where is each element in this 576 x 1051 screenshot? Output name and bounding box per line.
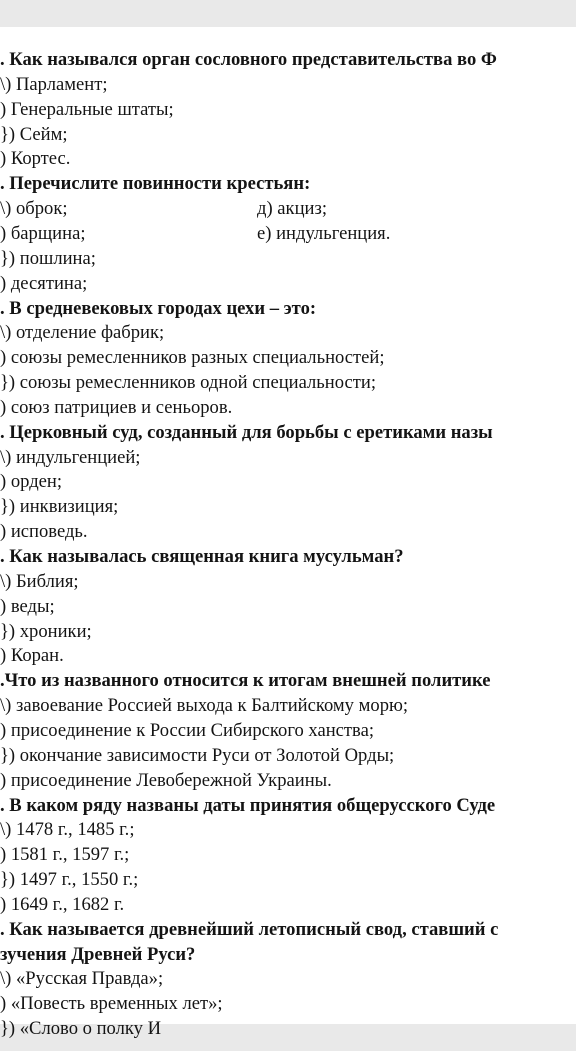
answer-option-text: }) 1497 г., 1550 г.;	[0, 869, 139, 891]
question-title-text: . В средневековых городах цехи – это:	[0, 297, 317, 319]
answer-option	[0, 843, 129, 867]
document-page	[0, 27, 576, 1040]
answer-option	[0, 321, 164, 345]
answer-option	[0, 868, 138, 892]
answer-option-text: \) Парламент;	[0, 73, 108, 95]
answer-option-text: }) пошлина;	[0, 247, 96, 269]
answer-option	[0, 620, 92, 644]
answer-option	[0, 818, 135, 842]
question-title-cont	[0, 943, 195, 967]
answer-option	[0, 992, 223, 1016]
answer-option-text: }) союзы ремесленников одной специальности;	[0, 372, 376, 394]
answer-option-text: }) «Слово о полку И	[0, 1018, 162, 1040]
answer-option	[0, 570, 79, 594]
answer-option	[0, 247, 96, 271]
question-title-text: . Как называлась священная книга мусульман?	[0, 546, 404, 567]
question-title	[0, 669, 491, 693]
answer-option	[0, 396, 232, 420]
answer-option-text: \) «Русская Правда»;	[0, 968, 164, 990]
answer-option-text: \) отделение фабрик;	[0, 322, 165, 344]
answer-option-text: ) Кортес.	[0, 148, 71, 170]
answer-option	[0, 470, 62, 494]
answer-option-text: \) 1478 г., 1485 г.;	[0, 819, 135, 841]
answer-option-text: }) инквизиция;	[0, 496, 119, 518]
question-title-cont-text: зучения Древней Руси?	[0, 943, 196, 965]
question-title	[0, 794, 495, 818]
question-title	[0, 172, 310, 196]
answer-option-text: ) барщина;	[0, 222, 86, 244]
question-title	[0, 297, 316, 321]
answer-option	[0, 147, 70, 171]
question-title-text: . В каком ряду названы даты принятия общерусского Суде	[0, 794, 496, 816]
answer-option-text: ) 1581 г., 1597 г.;	[0, 844, 130, 866]
answer-option-right: д) акциз;	[257, 198, 327, 220]
answer-option-text: ) 1649 г., 1682 г.	[0, 893, 125, 915]
answer-option-text: ) присоединение Левобережной Украины.	[0, 769, 332, 791]
answer-option	[0, 644, 64, 668]
answer-option	[0, 893, 124, 917]
question-title	[0, 545, 404, 569]
answer-option	[0, 719, 374, 743]
answer-option-right: е) индульгенция.	[257, 222, 391, 244]
answer-option	[0, 744, 394, 768]
question-title	[0, 48, 497, 72]
answer-option-text: ) исповедь.	[0, 521, 88, 543]
answer-option-text: ) присоединение к России Сибирского ханства;	[0, 719, 375, 741]
answer-option	[0, 222, 391, 246]
answer-option-text: \) завоевание Россией выхода к Балтийскому морю;	[0, 695, 409, 717]
answer-option-text: \) оброк;	[0, 198, 68, 220]
answer-option-text: }) Сейм;	[0, 123, 68, 145]
answer-option-text: ) Генеральные штаты;	[0, 98, 174, 120]
answer-option	[0, 520, 88, 544]
answer-option	[0, 595, 55, 619]
question-title	[0, 918, 498, 942]
question-title-text: . Перечислите повинности крестьян:	[0, 173, 311, 195]
answer-option	[0, 769, 332, 793]
answer-option-text: ) «Повесть временных лет»;	[0, 993, 223, 1015]
answer-option-text: \) индульгенцией;	[0, 446, 141, 468]
answer-option	[0, 98, 174, 122]
answer-option-text: ) союзы ремесленников разных специальностей;	[0, 347, 385, 369]
answer-option	[0, 272, 87, 296]
question-title-text: . Как назывался орган сословного представительства во Ф	[0, 49, 497, 70]
answer-option	[0, 446, 140, 470]
answer-option	[0, 197, 327, 221]
answer-option	[0, 967, 163, 991]
answer-option-text: ) союз патрициев и сеньоров.	[0, 396, 233, 418]
answer-option-text: ) десятина;	[0, 272, 88, 294]
question-title-text: . Церковный суд, созданный для борьбы с еретиками назы	[0, 421, 493, 443]
answer-option	[0, 694, 408, 718]
answer-option	[0, 73, 108, 97]
question-title	[0, 421, 493, 445]
answer-option	[0, 1017, 161, 1041]
answer-option-text: \) Библия;	[0, 570, 79, 592]
answer-option	[0, 371, 376, 395]
answer-option-text: }) хроники;	[0, 620, 92, 642]
answer-option	[0, 495, 118, 519]
answer-option-text: ) веды;	[0, 595, 55, 617]
question-title-text: .Что из названного относится к итогам внешней политике	[0, 670, 491, 692]
answer-option	[0, 123, 68, 147]
answer-option-text: }) окончание зависимости Руси от Золотой Орды;	[0, 744, 395, 766]
answer-option-text: ) Коран.	[0, 645, 64, 667]
answer-option	[0, 346, 385, 370]
question-title-text: . Как называется древнейший летописный свод, ставший с	[0, 918, 499, 940]
answer-option-text: ) орден;	[0, 471, 63, 493]
